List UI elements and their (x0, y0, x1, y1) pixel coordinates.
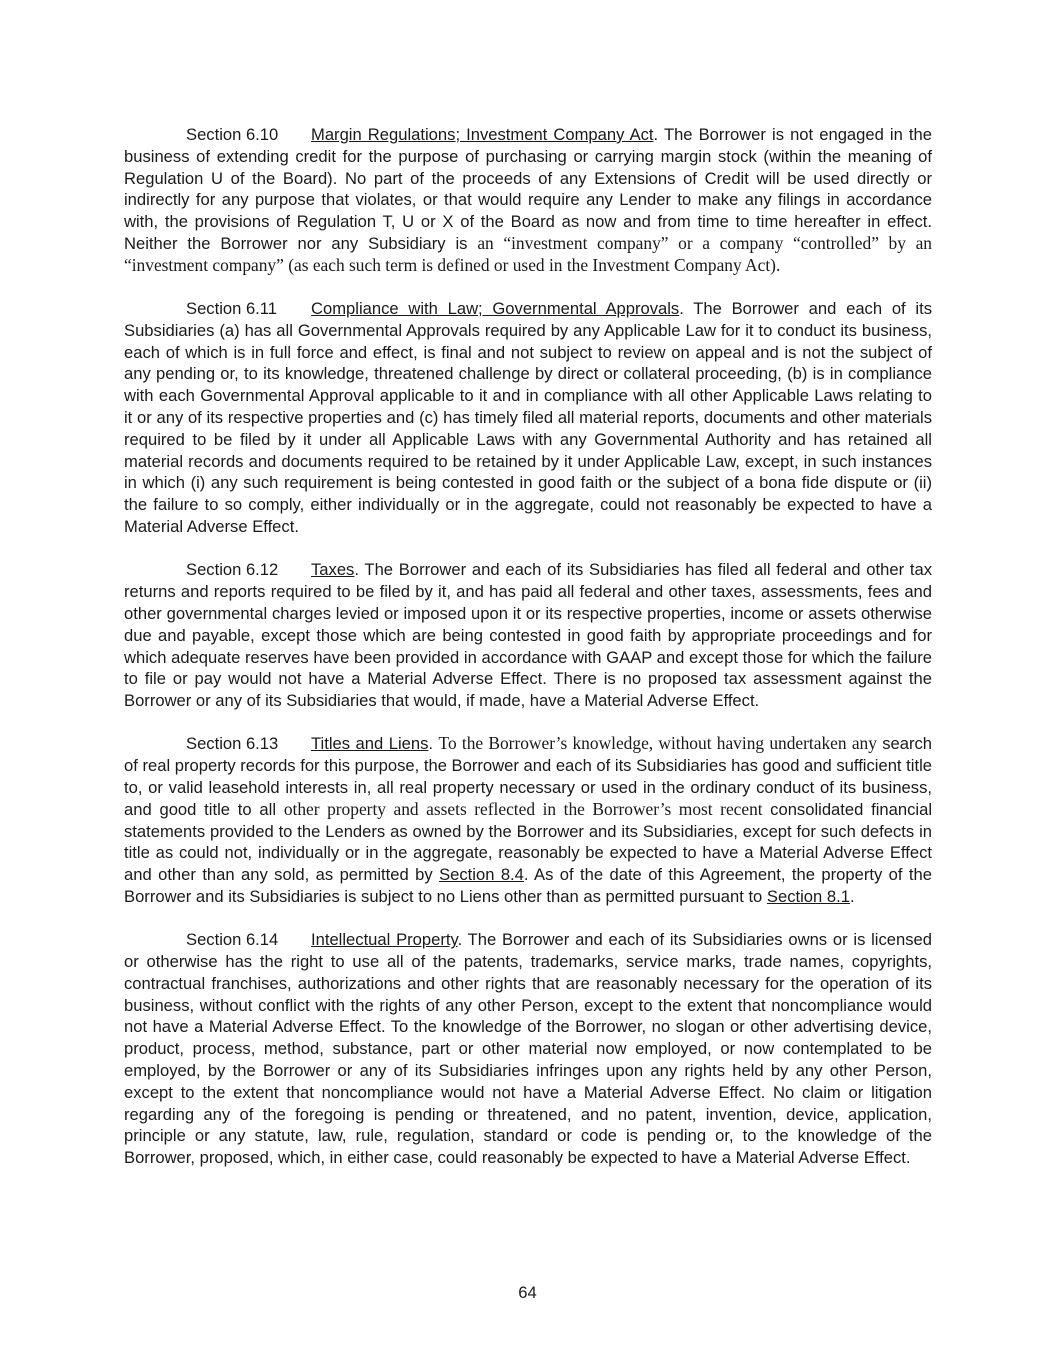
cross-reference-section-8-4: Section 8.4 (439, 865, 524, 885)
section-heading: Taxes (311, 560, 355, 580)
section-body: . The Borrower is not engaged in the business of extending credit for the purpose of purchasing or carrying margin stock (within the meaning of Regulation U of the Board). No part of the proceeds of any Extensions of Credit will be used directly or indirectly for any purpose that violates, or that would require any Lender to make any filings in accordance with, the provisions of Regulation T, U or X of the Board as now and from time to time hereafter in effect. Neither the Borrower nor any Subsidiary is (124, 125, 932, 253)
section-heading: Margin Regulations; Investment Company Act (311, 125, 654, 144)
section-body: . As of the date of this Agreement, the property of the Borrower and its Subsidiaries is subject to no Liens other than as permitted pursuant to (124, 865, 932, 906)
page-number: 64 (518, 1283, 537, 1302)
section-number: Section 6.11 (186, 299, 278, 319)
section-6-12 (124, 559, 932, 712)
section-6-14 (124, 929, 932, 1169)
section-body-serif: To the Borrower’s knowledge, without having undertaken any (438, 733, 883, 754)
section-body: search of real property records for this purpose, the Borrower and each of its Subsidiaries has good and sufficient title to, or valid leasehold interests in, all real property necessary or used in the ordinary conduct of its business, and good title to all (124, 734, 932, 819)
section-number: Section 6.10 (186, 125, 279, 144)
section-body: . The Borrower and each of its Subsidiaries (a) has all Governmental Approvals required by any Applicable Law for it to conduct its business, each of which is in full force and effect, is final and not subject to review on appeal and is not the subject of any pending or, to its knowledge, threatened challenge by direct or collateral proceeding, (b) is in compliance with each Governmental Approval applicable to it and in compliance with all other Applicable Laws relating to it or any of its respective properties and (c) has timely filed all material reports, documents and other materials required to be filed by it under all Applicable Laws with any Governmental Authority and has retained all material records and documents required to be retained by it under Applicable Law, except, in such instances in which (i) any such requirement is being contested in good faith or the subject of a bona fide dispute or (ii) the failure to so comply, either individually or in the aggregate, could not reasonably be expected to have a Material Adverse Effect. (124, 299, 932, 537)
section-body-serif: an “investment company” or a company “controlled” by an “investment company” (as each such term is defined or used in the Investment Company Act). (124, 232, 932, 275)
section-number: Section 6.13 (186, 734, 279, 754)
section-body: consolidated financial statements provided to the Lenders as owned by the Borrower and its Subsidiaries, except for such defects in title as could not, individually or in the aggregate, reasonably be expected to have a Material Adverse Effect and other than any sold, as permitted by (124, 799, 933, 885)
section-number: Section 6.14 (186, 930, 279, 950)
cross-reference-section-8-1: Section 8.1 (766, 887, 850, 906)
section-heading: Titles and Liens (311, 734, 429, 754)
section-6-13 (124, 733, 932, 907)
section-body-serif: other property and assets reflected in the Borrower’s most recent (283, 798, 771, 819)
section-heading: Intellectual Property (311, 930, 458, 950)
section-body: . (849, 887, 855, 906)
section-heading: Compliance with Law; Governmental Approvals (311, 299, 680, 319)
section-body: . (428, 734, 439, 754)
document-page (124, 124, 932, 1191)
section-body: . The Borrower and each of its Subsidiaries owns or is licensed or otherwise has the right to use all of the patents, trademarks, service marks, trade names, copyrights, contractual franchises, authorizations and other rights that are reasonably necessary for the operation of its business, without conflict with the rights of any other Person, except to the extent that noncompliance would not have a Material Adverse Effect. To the knowledge of the Borrower, no slogan or other advertising device, product, process, method, substance, part or other material now employed, or now contemplated to be employed, by the Borrower or any of its Subsidiaries infringes upon any rights held by any other Person, except to the extent that noncompliance would not have a Material Adverse Effect. No claim or litigation regarding any of the foregoing is pending or threatened, and no patent, invention, device, application, principle or any statute, law, rule, regulation, standard or code is pending or, to the knowledge of the Borrower, proposed, which, in either case, could reasonably be expected to have a Material Adverse Effect. (124, 930, 933, 1168)
section-number: Section 6.12 (186, 560, 279, 580)
section-6-11 (124, 298, 932, 538)
section-body: . The Borrower and each of its Subsidiaries has filed all federal and other tax returns and reports required to be filed by it, and has paid all federal and other taxes, assessments, fees and other governmental charges levied or imposed upon it or its respective properties, income or assets otherwise due and payable, except those which are being contested in good faith by appropriate proceedings and for which adequate reserves have been provided in accordance with GAAP and except those for which the failure to file or pay would not have a Material Adverse Effect. There is no proposed tax assessment against the Borrower or any of its Subsidiaries that would, if made, have a Material Adverse Effect. (124, 560, 932, 711)
section-6-10 (124, 124, 932, 277)
